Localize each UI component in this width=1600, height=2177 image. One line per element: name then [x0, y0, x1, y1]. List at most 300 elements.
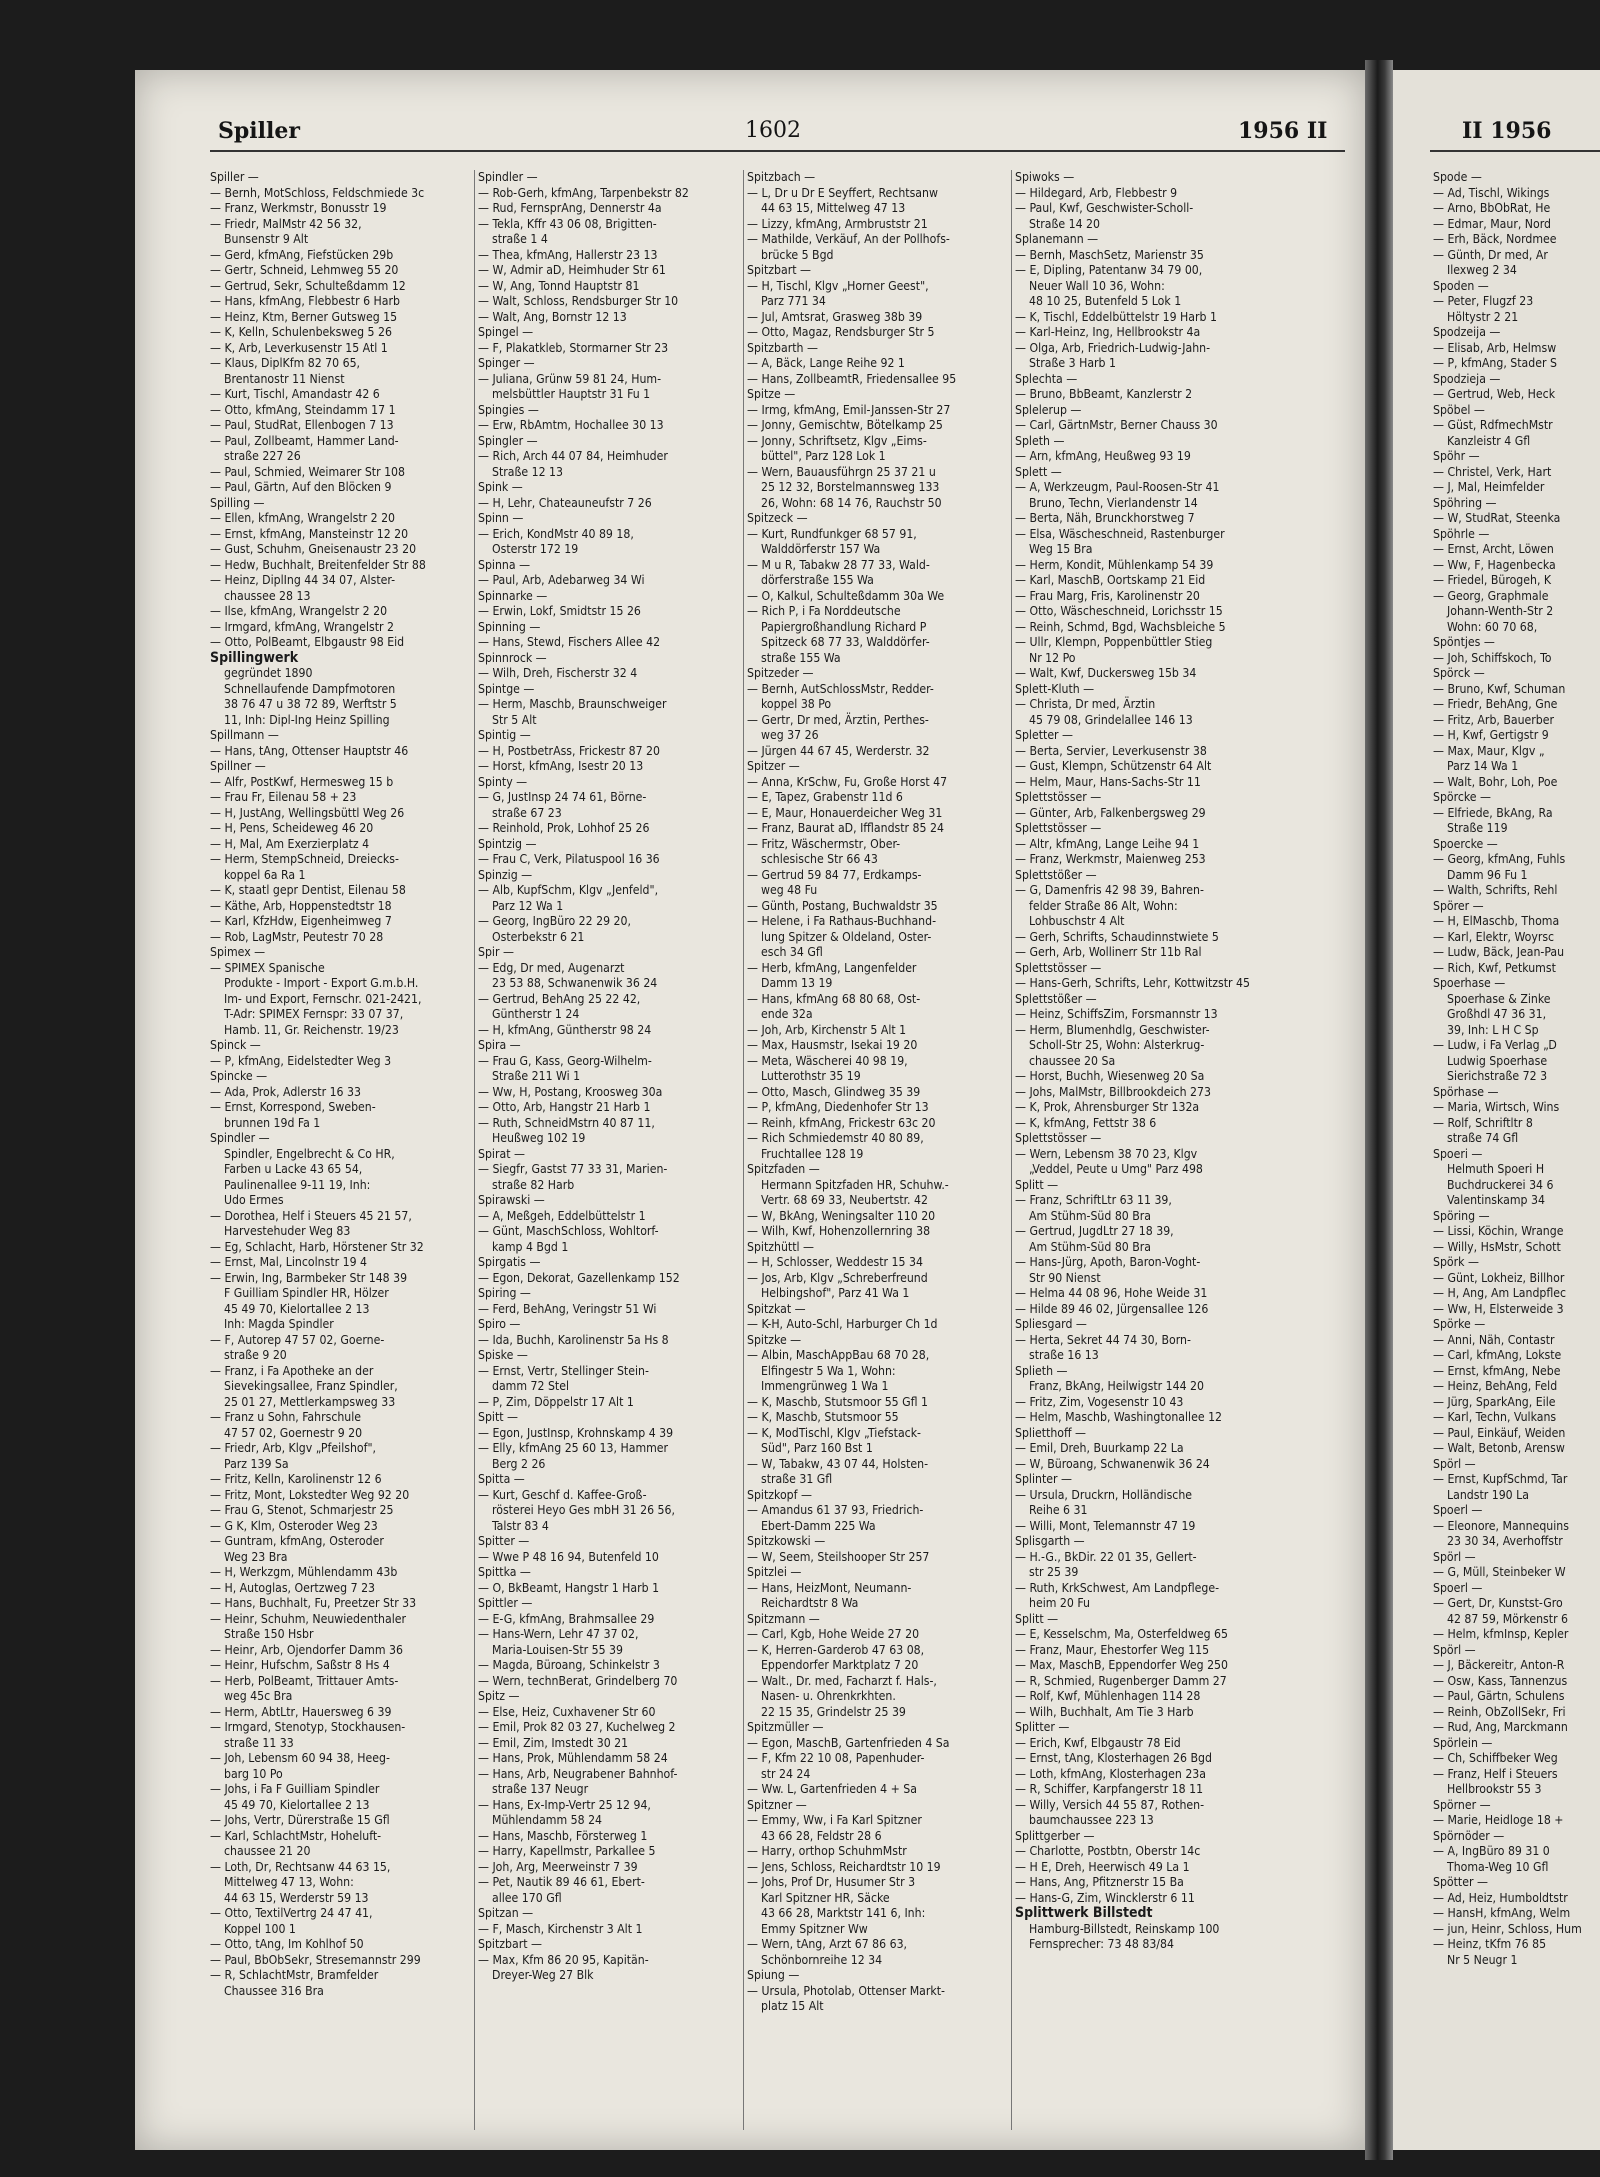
directory-entry-line: Spindler, Engelbrecht & Co HR, — [224, 1146, 395, 1161]
directory-entry-line: — H.-G., BkDir. 22 01 35, Gellert- — [1015, 1549, 1197, 1564]
directory-entry-line: 44 63 15, Werderstr 59 13 — [224, 1890, 369, 1905]
directory-entry-line: Spiung — — [747, 1968, 800, 1982]
directory-entry-line: 43 66 28, Feldstr 28 6 — [761, 1828, 882, 1843]
directory-entry-line: — H, Tischl, Klgv „Horner Geest", — [747, 278, 929, 293]
directory-entry-line: Spinnarke — — [478, 588, 548, 603]
directory-column-5-partial — [1433, 170, 1600, 1968]
directory-entry-line: — H, PostbetrAss, Frickestr 87 20 — [478, 743, 660, 758]
directory-entry-line: — Ernst, Mal, Lincolnstr 19 4 — [210, 1255, 368, 1269]
directory-entry-line: Splietthoff — — [1015, 1425, 1087, 1440]
directory-entry-line: gegründet 1890 — [224, 666, 313, 680]
directory-entry-line: — Güst, RdfmechMstr — [1433, 418, 1553, 432]
directory-entry-line: Spitter — — [478, 1534, 530, 1548]
directory-entry-line: — Hans, Stewd, Fischers Allee 42 — [478, 635, 661, 649]
directory-entry-line: — Lizzy, kfmAng, Armbruststr 21 — [747, 216, 928, 231]
directory-entry-line: — M u R, Tabakw 28 77 33, Wald- — [747, 557, 930, 572]
directory-entry-line: — Hans-Gerh, Schrifts, Lehr, Kottwitzstr 45 — [1015, 976, 1250, 990]
directory-entry-line: — Fritz, Mont, Lokstedter Weg 92 20 — [210, 1487, 410, 1502]
directory-entry-line: Spöbel — — [1433, 402, 1485, 417]
directory-entry-line: — Franz, Helf i Steuers — [1433, 1766, 1558, 1781]
directory-entry-line: — Ada, Prok, Adlerstr 16 33 — [210, 1084, 361, 1099]
directory-entry-line: — Walt., Dr. med, Facharzt f. Hals-, — [747, 1673, 937, 1688]
directory-entry-line: — Klaus, DiplKfm 82 70 65, — [210, 356, 361, 370]
directory-entry-line: Parz 771 34 — [761, 294, 826, 308]
directory-entry-line: — Hans-Jürg, Apoth, Baron-Voght- — [1015, 1255, 1201, 1269]
directory-entry-line: — Paul, Schmied, Weimarer Str 108 — [210, 464, 405, 479]
directory-entry-line: straße 82 Harb — [492, 1177, 575, 1192]
directory-entry-line: — H, Kwf, Gertigstr 9 — [1433, 728, 1549, 742]
directory-entry-line: — Ernst, Vertr, Stellinger Stein- — [478, 1363, 649, 1378]
directory-entry-line: — Hans, Ex-Imp-Vertr 25 12 94, — [478, 1797, 651, 1812]
directory-entry-line: — Heinz, tKfm 76 85 — [1433, 1937, 1547, 1951]
directory-entry-line: chaussee 28 13 — [224, 588, 311, 603]
directory-entry-line: — Rob, LagMstr, Peutestr 70 28 — [210, 929, 384, 944]
directory-entry-line: — Jonny, Schriftsetz, Klgv „Eims- — [747, 433, 927, 448]
directory-entry-line: Spörl — — [1433, 1642, 1476, 1657]
directory-entry-line: — F, Masch, Kirchenstr 3 Alt 1 — [478, 1921, 643, 1936]
directory-entry-line: Spörke — — [1433, 1317, 1486, 1331]
directory-entry-line: — Franz, Werkmstr, Bonusstr 19 — [210, 201, 387, 215]
directory-entry-line: — Ursula, Druckrn, Holländische — [1015, 1487, 1193, 1502]
directory-column-4 — [1015, 170, 1277, 1953]
directory-entry-line: Spinning — — [478, 619, 541, 634]
directory-entry-line: — Anni, Näh, Contastr — [1433, 1332, 1555, 1347]
directory-entry-line: — Gert, Dr, Kunstst-Gro — [1433, 1596, 1563, 1610]
directory-column-1 — [210, 170, 472, 1999]
directory-entry-line: Kanzleistr 4 Gfl — [1447, 433, 1531, 448]
directory-entry-line: — A, IngBüro 89 31 0 — [1433, 1844, 1550, 1858]
directory-entry-line: — K, Kelln, Schulenbeksweg 5 26 — [210, 325, 392, 339]
directory-entry-line: Ilexweg 2 34 — [1447, 263, 1517, 277]
directory-entry-line: — H, kfmAng, Güntherstr 98 24 — [478, 1022, 652, 1037]
directory-entry-line: — Karl, MaschB, Oortskamp 21 Eid — [1015, 573, 1206, 587]
directory-entry-line: Spingel — — [478, 325, 534, 339]
directory-entry-line: — Frau G, Kass, Georg-Wilhelm- — [478, 1053, 652, 1068]
directory-entry-line: Landstr 190 La — [1447, 1487, 1529, 1502]
directory-entry-line: Nr 5 Neugr 1 — [1447, 1952, 1518, 1967]
directory-entry-line: Spillingwerk — [210, 649, 299, 666]
directory-entry-line: Spiro — — [478, 1317, 521, 1331]
directory-entry-line: — Georg, kfmAng, Fuhls — [1433, 852, 1566, 866]
directory-entry-line: Spitzkopf — — [747, 1487, 812, 1502]
directory-entry-line: Mühlendamm 58 24 — [492, 1813, 603, 1827]
directory-entry-line: — Walt, Bohr, Loh, Poe — [1433, 774, 1558, 789]
directory-entry-line: Maria-Louisen-Str 55 39 — [492, 1642, 623, 1657]
directory-entry-line: — E, Kesselschm, Ma, Osterfeldweg 65 — [1015, 1627, 1228, 1641]
directory-entry-line: — Herm, StempSchneid, Dreiecks- — [210, 852, 399, 866]
directory-entry-line: Spitzbart — — [478, 1937, 542, 1951]
directory-entry-line: — Reinh, ObZollSekr, Fri — [1433, 1704, 1566, 1719]
directory-entry-line: Lutterothstr 35 19 — [761, 1069, 861, 1083]
directory-entry-line: — Juliana, Grünw 59 81 24, Hum- — [478, 371, 662, 386]
directory-entry-line: — Ida, Buchh, Karolinenstr 5a Hs 8 — [478, 1332, 669, 1347]
directory-entry-line: Hamb. 11, Gr. Reichenstr. 19/23 — [224, 1022, 399, 1037]
directory-entry-line: — Gerh, Schrifts, Schaudinnstwiete 5 — [1015, 929, 1219, 944]
directory-entry-line: — Irmg, kfmAng, Emil-Janssen-Str 27 — [747, 402, 951, 417]
directory-entry-line: Spirgatis — — [478, 1255, 541, 1269]
directory-entry-line: — Gerh, Arb, Wollinerr Str 11b Ral — [1015, 945, 1202, 959]
directory-entry-line: Spörer — — [1433, 898, 1484, 913]
directory-entry-line: Nr 12 Po — [1029, 650, 1076, 665]
directory-entry-line: brunnen 19d Fa 1 — [224, 1115, 321, 1130]
directory-entry-line: Sierichstraße 72 3 — [1447, 1069, 1548, 1083]
directory-entry-line: — G, JustInsp 24 74 61, Börne- — [478, 790, 647, 804]
directory-entry-line: — Kurt, Geschf d. Kaffee-Groß- — [478, 1487, 647, 1502]
directory-entry-line: — Kurt, Rundfunkger 68 57 91, — [747, 526, 917, 541]
directory-entry-line: 26, Wohn: 68 14 76, Rauchstr 50 — [761, 495, 942, 510]
directory-entry-line: — Harry, Kapellmstr, Parkallee 5 — [478, 1844, 656, 1858]
directory-entry-line: Immengrünweg 1 Wa 1 — [761, 1379, 889, 1393]
right-page-running-head: II 1956 — [1462, 118, 1552, 144]
directory-entry-line: — A, Werkzeugm, Paul-Roosen-Str 41 — [1015, 480, 1220, 494]
directory-entry-line: — Rich, Kwf, Petkumst — [1433, 960, 1556, 975]
directory-entry-line: — Günt, Lokheiz, Billhor — [1433, 1270, 1565, 1285]
directory-entry-line: 42 87 59, Mörkenstr 6 — [1447, 1611, 1569, 1626]
directory-entry-line: — Heinz, Ktm, Berner Gutsweg 15 — [210, 309, 398, 324]
directory-entry-line: — Guntram, kfmAng, Osteroder — [210, 1534, 384, 1548]
directory-entry-line: — H, Pens, Scheideweg 46 20 — [210, 821, 374, 835]
directory-entry-line: — H, Mal, Am Exerzierplatz 4 — [210, 836, 370, 851]
directory-entry-line: Spletter — — [1015, 728, 1074, 742]
directory-entry-line: Nasen- u. Ohrenkrkhten. — [761, 1689, 896, 1703]
directory-entry-line: — Christel, Verk, Hart — [1433, 464, 1552, 479]
directory-entry-line: — Egon, Dekorat, Gazellenkamp 152 — [478, 1270, 680, 1285]
right-header-rule — [1430, 150, 1600, 152]
directory-entry-line: — Frau Marg, Fris, Karolinenstr 20 — [1015, 588, 1200, 603]
directory-entry-line: Großhdl 47 36 31, — [1447, 1007, 1547, 1021]
directory-entry-line: — Erh, Bäck, Nordmee — [1433, 232, 1557, 246]
directory-column-2 — [478, 170, 740, 1984]
directory-entry-line: — HansH, kfmAng, Welm — [1433, 1906, 1571, 1920]
directory-entry-line: büttel", Parz 128 Lok 1 — [761, 449, 886, 463]
directory-entry-line: — Meta, Wäscherei 40 98 19, — [747, 1053, 908, 1068]
directory-entry-line: — E, Tapez, Grabenstr 11d 6 — [747, 790, 903, 804]
directory-entry-line: Spitze — — [747, 387, 796, 401]
directory-entry-line: — Reinhold, Prok, Lohhof 25 26 — [478, 821, 650, 835]
directory-entry-line: barg 10 Po — [224, 1766, 283, 1781]
directory-entry-line: Spira — — [478, 1038, 521, 1052]
directory-entry-line: Weg 15 Bra — [1029, 542, 1093, 556]
directory-entry-line: — Paul, StudRat, Ellenbogen 7 13 — [210, 418, 394, 432]
directory-entry-line: — Carl, GärtnMstr, Berner Chauss 30 — [1015, 418, 1218, 432]
directory-entry-line: Reihe 6 31 — [1029, 1503, 1088, 1517]
directory-entry-line: Splisgarth — — [1015, 1534, 1085, 1548]
directory-entry-line: — L, Dr u Dr E Seyffert, Rechtsanw — [747, 185, 938, 200]
directory-entry-line: koppel 6a Ra 1 — [224, 867, 306, 882]
directory-entry-line: Spingler — — [478, 433, 538, 448]
directory-entry-line: — Erich, Kwf, Elbgaustr 78 Eid — [1015, 1735, 1181, 1750]
directory-entry-line: Süd", Parz 160 Bst 1 — [761, 1441, 873, 1455]
directory-entry-line: — Otto, TextilVertrg 24 47 41, — [210, 1906, 373, 1920]
directory-entry-line: — Edmar, Maur, Nord — [1433, 216, 1551, 231]
directory-entry-line: — Gust, Schuhm, Gneisenaustr 23 20 — [210, 542, 417, 556]
directory-entry-line: 45 49 70, Kielortallee 2 13 — [224, 1301, 370, 1316]
directory-entry-line: — Olga, Arb, Friedrich-Ludwig-Jahn- — [1015, 340, 1211, 355]
directory-entry-line: Spöhrle — — [1433, 526, 1490, 541]
directory-entry-line: — Gertr, Dr med, Ärztin, Perthes- — [747, 712, 929, 727]
directory-entry-line: — Egon, MaschB, Gartenfrieden 4 Sa — [747, 1735, 950, 1750]
directory-entry-line: — Fritz, Zim, Vogesenstr 10 43 — [1015, 1394, 1184, 1409]
directory-entry-line: — Harry, orthop SchuhmMstr — [747, 1844, 907, 1858]
directory-entry-line: — Osw, Kass, Tannenzus — [1433, 1673, 1568, 1688]
directory-entry-line: Spillmann — — [210, 728, 279, 742]
directory-entry-line: — Friedr, Arb, Klgv „Pfeilshof", — [210, 1441, 376, 1455]
directory-entry-line: — E-G, kfmAng, Brahmsallee 29 — [478, 1611, 655, 1626]
directory-entry-line: — Ellen, kfmAng, Wrangelstr 2 20 — [210, 511, 396, 525]
directory-entry-line: — Thea, kfmAng, Hallerstr 23 13 — [478, 247, 658, 262]
directory-entry-line: — Magda, Büroang, Schinkelstr 3 — [478, 1658, 660, 1672]
directory-entry-line: — Otto, Arb, Hangstr 21 Harb 1 — [478, 1100, 651, 1114]
directory-entry-line: — Pet, Nautik 89 46 61, Ebert- — [478, 1875, 645, 1889]
directory-entry-line: — Hans, Ang, Pfitznerstr 15 Ba — [1015, 1875, 1184, 1889]
directory-entry-line: — Ilse, kfmAng, Wrangelstr 2 20 — [210, 604, 388, 618]
directory-entry-line: Spörcke — — [1433, 790, 1492, 804]
directory-entry-line: — Joh, Schiffskoch, To — [1433, 650, 1552, 665]
directory-entry-line: — Loth, Dr, Rechtsanw 44 63 15, — [210, 1859, 391, 1874]
directory-entry-line: — E, Maur, Honauerdeicher Weg 31 — [747, 805, 943, 820]
directory-entry-line: — K, Maschb, Stutsmoor 55 — [747, 1410, 899, 1424]
directory-entry-line: — Carl, Kgb, Hohe Weide 27 20 — [747, 1627, 920, 1641]
directory-entry-line: — Mathilde, Verkäuf, An der Pollhofs- — [747, 232, 950, 246]
directory-entry-line: — Bernh, AutSchlossMstr, Redder- — [747, 681, 934, 696]
directory-entry-line: — Rich, Arch 44 07 84, Heimhuder — [478, 449, 668, 463]
directory-entry-line: Vertr. 68 69 33, Neubertstr. 42 — [761, 1193, 928, 1207]
directory-entry-line: — Johs, Vertr, Dürerstraße 15 Gfl — [210, 1813, 390, 1827]
directory-entry-line: — Gertrud, JugdLtr 27 18 39, — [1015, 1224, 1174, 1238]
directory-entry-line: Spitzmann — — [747, 1611, 820, 1626]
directory-entry-line: Thoma-Weg 10 Gfl — [1447, 1859, 1549, 1874]
directory-entry-line: — Willi, Mont, Telemannstr 47 19 — [1015, 1518, 1196, 1533]
directory-entry-line: — Karl, KfzHdw, Eigenheimweg 7 — [210, 914, 392, 928]
directory-entry-line: Weg 23 Bra — [224, 1549, 288, 1564]
directory-entry-line: — W, Tabakw, 43 07 44, Holsten- — [747, 1456, 929, 1471]
directory-entry-line: — Rolf, Kwf, Mühlenhagen 114 28 — [1015, 1689, 1201, 1703]
directory-entry-line: 44 63 15, Mittelweg 47 13 — [761, 201, 906, 215]
directory-entry-line: — Rob-Gerh, kfmAng, Tarpenbekstr 82 — [478, 185, 689, 200]
directory-entry-line: — W, Büroang, Schwanenwik 36 24 — [1015, 1456, 1210, 1471]
directory-entry-line: — Rich P, i Fa Norddeutsche — [747, 604, 901, 618]
directory-entry-line: Mittelweg 47 13, Wohn: — [224, 1875, 354, 1889]
directory-entry-line: — Dorothea, Helf i Steuers 45 21 57, — [210, 1208, 412, 1223]
directory-entry-line: Johann-Wenth-Str 2 — [1447, 604, 1554, 618]
directory-entry-line: weg 45c Bra — [224, 1689, 293, 1703]
directory-entry-line: — Ernst, tAng, Klosterhagen 26 Bgd — [1015, 1751, 1212, 1765]
directory-entry-line: Buchdruckerei 34 6 — [1447, 1177, 1554, 1192]
directory-entry-line: — Arno, BbObRat, He — [1433, 201, 1551, 215]
directory-entry-line: Lohbuschstr 4 Alt — [1029, 914, 1125, 928]
directory-entry-line: — Bruno, BbBeamt, Kanzlerstr 2 — [1015, 387, 1193, 401]
directory-entry-line: — Erich, KondMstr 40 89 18, — [478, 526, 634, 541]
directory-entry-line: Splinter — — [1015, 1472, 1072, 1486]
directory-entry-line: Spörner — — [1433, 1797, 1491, 1812]
directory-entry-line: — Franz, SchriftLtr 63 11 39, — [1015, 1193, 1172, 1207]
directory-entry-line: Osterstr 172 19 — [492, 542, 579, 556]
directory-entry-line: — Reinh, kfmAng, Frickestr 63c 20 — [747, 1115, 936, 1130]
directory-entry-line: Spörlein — — [1433, 1735, 1493, 1750]
directory-entry-line: Spinzig — — [478, 867, 533, 882]
directory-entry-line: Spörhase — — [1433, 1084, 1499, 1099]
directory-entry-line: — O, Kalkul, Schulteßdamm 30a We — [747, 588, 945, 603]
directory-entry-line: Spörk — — [1433, 1255, 1479, 1269]
directory-entry-line: — Frau C, Verk, Pilatuspool 16 36 — [478, 852, 660, 866]
directory-entry-line: baumchaussee 223 13 — [1029, 1813, 1154, 1827]
directory-entry-line: — Franz, Werkmstr, Maienweg 253 — [1015, 852, 1206, 866]
directory-entry-line: 38 76 47 u 38 72 89, Werftstr 5 — [224, 697, 397, 711]
directory-entry-line: — F, Plakatkleb, Stormarner Str 23 — [478, 340, 669, 355]
directory-entry-line: Spoeri — — [1433, 1146, 1483, 1161]
directory-entry-line: — Alfr, PostKwf, Hermesweg 15 b — [210, 774, 394, 789]
directory-entry-line: — Frau Fr, Eilenau 58 + 23 — [210, 790, 357, 804]
directory-entry-line: 39, Inh: L H C Sp — [1447, 1022, 1539, 1037]
directory-entry-line: — Berta, Näh, Brunckhorstweg 7 — [1015, 511, 1195, 525]
directory-entry-line: esch 34 Gfl — [761, 945, 823, 959]
running-head-year: 1956 II — [1238, 118, 1328, 144]
directory-entry-line: Ludwig Spoerhase — [1447, 1053, 1548, 1068]
directory-entry-line: Spitzkowski — — [747, 1534, 826, 1548]
directory-entry-line: — Max, Hausmstr, Isekai 19 20 — [747, 1038, 918, 1052]
directory-entry-line: Spitzner — — [747, 1797, 807, 1812]
directory-entry-line: Damm 96 Fu 1 — [1447, 867, 1528, 882]
directory-entry-line: — Herb, PolBeamt, Trittauer Amts- — [210, 1673, 399, 1688]
directory-entry-line: — jun, Heinr, Schloss, Hum — [1433, 1921, 1582, 1936]
directory-entry-line: heim 20 Fu — [1029, 1596, 1090, 1610]
directory-entry-line: — Günt, MaschSchloss, Wohltorf- — [478, 1224, 659, 1238]
directory-entry-line: — Eg, Schlacht, Harb, Hörstener Str 32 — [210, 1239, 424, 1254]
directory-entry-line: — Karl-Heinz, Ing, Hellbrookstr 4a — [1015, 325, 1201, 339]
directory-entry-line: Splettstösser — — [1015, 960, 1102, 975]
directory-entry-line: — Heinz, SchiffsZim, Forsmannstr 13 — [1015, 1007, 1218, 1021]
directory-entry-line: — Paul, Arb, Adebarweg 34 Wi — [478, 573, 645, 587]
directory-entry-line: Spiwoks — — [1015, 170, 1075, 184]
directory-entry-line: — Helene, i Fa Rathaus-Buchhand- — [747, 914, 937, 928]
directory-entry-line: — Frau G, Stenot, Schmarjestr 25 — [210, 1503, 394, 1517]
directory-entry-line: — Franz, Baurat aD, Ifflandstr 85 24 — [747, 821, 944, 835]
directory-entry-line: — Johs, i Fa F Guilliam Spindler — [210, 1782, 380, 1796]
directory-entry-line: — Gertrud, BehAng 25 22 42, — [478, 991, 641, 1006]
directory-entry-line: — Walt, Betonb, Arensw — [1433, 1441, 1565, 1455]
directory-entry-line: straße 31 Gfl — [761, 1472, 833, 1486]
directory-entry-line: — Walth, Schrifts, Rehl — [1433, 883, 1558, 897]
directory-entry-line: Inh: Magda Spindler — [224, 1317, 334, 1331]
directory-entry-line: — Hildegard, Arb, Flebbestr 9 — [1015, 185, 1178, 200]
directory-entry-line: — Bernh, MotSchloss, Feldschmiede 3c — [210, 185, 425, 200]
directory-entry-line: — Ernst, Archt, Löwen — [1433, 542, 1554, 556]
directory-entry-line: Spoerhase — — [1433, 976, 1506, 990]
directory-entry-line: — W, StudRat, Steenka — [1433, 511, 1561, 525]
directory-entry-line: — Walt, Kwf, Duckersweg 15b 34 — [1015, 666, 1197, 680]
directory-entry-line: — Hans, HeizMont, Neumann- — [747, 1580, 912, 1595]
directory-entry-line: str 24 24 — [761, 1766, 811, 1781]
directory-entry-line: — Gertrud, Sekr, Schulteßdamm 12 — [210, 278, 406, 293]
directory-entry-line: — G K, Klm, Osteroder Weg 23 — [210, 1518, 378, 1533]
directory-entry-line: — Ad, Heiz, Humboldtstr — [1433, 1890, 1568, 1905]
directory-entry-line: — Siegfr, Gastst 77 33 31, Marien- — [478, 1162, 668, 1176]
directory-entry-line: Spinna — — [478, 557, 531, 572]
directory-entry-line: Spliesgard — — [1015, 1317, 1087, 1331]
directory-entry-line: — Paul, Einkäuf, Weiden — [1433, 1425, 1566, 1440]
directory-entry-line: Spode — — [1433, 170, 1482, 184]
directory-entry-line: chaussee 21 20 — [224, 1844, 311, 1858]
directory-entry-line: Str 90 Nienst — [1029, 1270, 1101, 1285]
directory-entry-line: Im- und Export, Fernschr. 021-2421, — [224, 991, 422, 1006]
directory-entry-line: — Jens, Schloss, Reichardtstr 10 19 — [747, 1859, 941, 1874]
directory-entry-line: Spittka — — [478, 1565, 531, 1579]
directory-entry-line: — Rud, FernsprAng, Dennerstr 4a — [478, 201, 662, 215]
directory-entry-line: — Hans, Arb, Neugrabener Bahnhof- — [478, 1766, 678, 1781]
directory-entry-line: Spitzeck 68 77 33, Walddörfer- — [761, 635, 930, 649]
directory-entry-line: — K, Prok, Ahrensburger Str 132a — [1015, 1100, 1200, 1114]
directory-entry-line: straße 9 20 — [224, 1348, 287, 1362]
directory-entry-line: Harvestehuder Weg 83 — [224, 1224, 351, 1238]
directory-entry-line: Spitzan — — [478, 1906, 534, 1920]
directory-entry-line: — Rud, Ang, Marckmann — [1433, 1720, 1568, 1734]
directory-entry-line: T-Adr: SPIMEX Fernspr: 33 07 37, — [224, 1007, 404, 1021]
directory-entry-line: Splanemann — — [1015, 232, 1099, 246]
directory-column-3 — [747, 170, 1009, 2015]
directory-entry-line: — Hilde 89 46 02, Jürgensallee 126 — [1015, 1301, 1209, 1316]
directory-entry-line: — Paul, Gärtn, Auf den Blöcken 9 — [210, 480, 392, 494]
directory-entry-line: — Jul, Amtsrat, Grasweg 38b 39 — [747, 309, 923, 324]
directory-entry-line: — Edg, Dr med, Augenarzt — [478, 960, 625, 975]
page-number: 1602 — [745, 118, 801, 143]
directory-entry-line: — Helma 44 08 96, Hohe Weide 31 — [1015, 1286, 1208, 1300]
directory-entry-line: — Ernst, KupfSchmd, Tar — [1433, 1472, 1568, 1486]
directory-entry-line: — Hans-G, Zim, Wincklerstr 6 11 — [1015, 1890, 1195, 1905]
directory-entry-line: straße 1 4 — [492, 232, 548, 246]
directory-entry-line: — Irmgard, Stenotyp, Stockhausen- — [210, 1720, 406, 1734]
directory-entry-line: — Tekla, Kffr 43 06 08, Brigitten- — [478, 216, 657, 231]
directory-entry-line: — H, Lehr, Chateauneufstr 7 26 — [478, 495, 652, 510]
directory-entry-line: — Max, Kfm 86 20 95, Kapitän- — [478, 1952, 649, 1967]
directory-entry-line: felder Straße 86 Alt, Wohn: — [1029, 898, 1178, 913]
directory-entry-line: dörferstraße 155 Wa — [761, 573, 874, 587]
directory-entry-line: — W, Ang, Tonnd Hauptstr 81 — [478, 278, 640, 293]
directory-entry-line: — H, Werkzgm, Mühlendamm 43b — [210, 1565, 398, 1579]
directory-entry-line: — Ww, H, Elsterweide 3 — [1433, 1301, 1564, 1316]
directory-entry-line: Spitzfaden — — [747, 1162, 820, 1176]
directory-entry-line: — Herm, Kondit, Mühlenkamp 54 39 — [1015, 557, 1214, 572]
directory-entry-line: Straße 12 13 — [492, 464, 564, 479]
directory-entry-line: — A, Meßgeh, Eddelbüttelstr 1 — [478, 1208, 646, 1223]
directory-entry-line: Spinger — — [478, 356, 535, 370]
directory-entry-line: weg 37 26 — [761, 728, 819, 742]
directory-entry-line: Spitta — — [478, 1472, 525, 1486]
directory-entry-line: Spinn — — [478, 511, 524, 525]
directory-entry-line: Splitt — — [1015, 1611, 1059, 1626]
directory-entry-line: — P, kfmAng, Stader S — [1433, 356, 1557, 370]
directory-entry-line: — R, Schmied, Rugenberger Damm 27 — [1015, 1673, 1227, 1688]
directory-entry-line: Helbingshof", Parz 41 Wa 1 — [761, 1286, 910, 1300]
directory-entry-line: — Ludw, Bäck, Jean-Pau — [1433, 945, 1565, 959]
directory-entry-line: — Otto, tAng, Im Kohlhof 50 — [210, 1937, 364, 1951]
directory-entry-line: — G, Müll, Steinbeker W — [1433, 1565, 1566, 1579]
directory-entry-line: Heußweg 102 19 — [492, 1131, 586, 1145]
directory-entry-line: Spitzbarth — — [747, 340, 818, 355]
directory-entry-line: chaussee 20 Sa — [1029, 1053, 1116, 1068]
directory-entry-line: — Horst, Buchh, Wiesenweg 20 Sa — [1015, 1069, 1205, 1083]
directory-entry-line: Spörl — — [1433, 1456, 1476, 1471]
directory-entry-line: — Lissi, Köchin, Wrange — [1433, 1224, 1564, 1238]
directory-entry-line: — Paul, Gärtn, Schulens — [1433, 1689, 1565, 1703]
directory-entry-line: Valentinskamp 34 — [1447, 1193, 1545, 1207]
directory-entry-line: Splitter — — [1015, 1720, 1070, 1734]
directory-entry-line: — Otto, Wäscheschneid, Lorichsstr 15 — [1015, 604, 1223, 618]
directory-entry-line: — Elfriede, BkAng, Ra — [1433, 805, 1553, 820]
directory-entry-line: — K, Herren-Garderob 47 63 08, — [747, 1642, 925, 1657]
directory-entry-line: str 25 39 — [1029, 1565, 1079, 1579]
directory-entry-line: — Jürg, SparkAng, Eile — [1433, 1394, 1556, 1409]
directory-entry-line: — Jürgen 44 67 45, Werderstr. 32 — [747, 743, 930, 758]
